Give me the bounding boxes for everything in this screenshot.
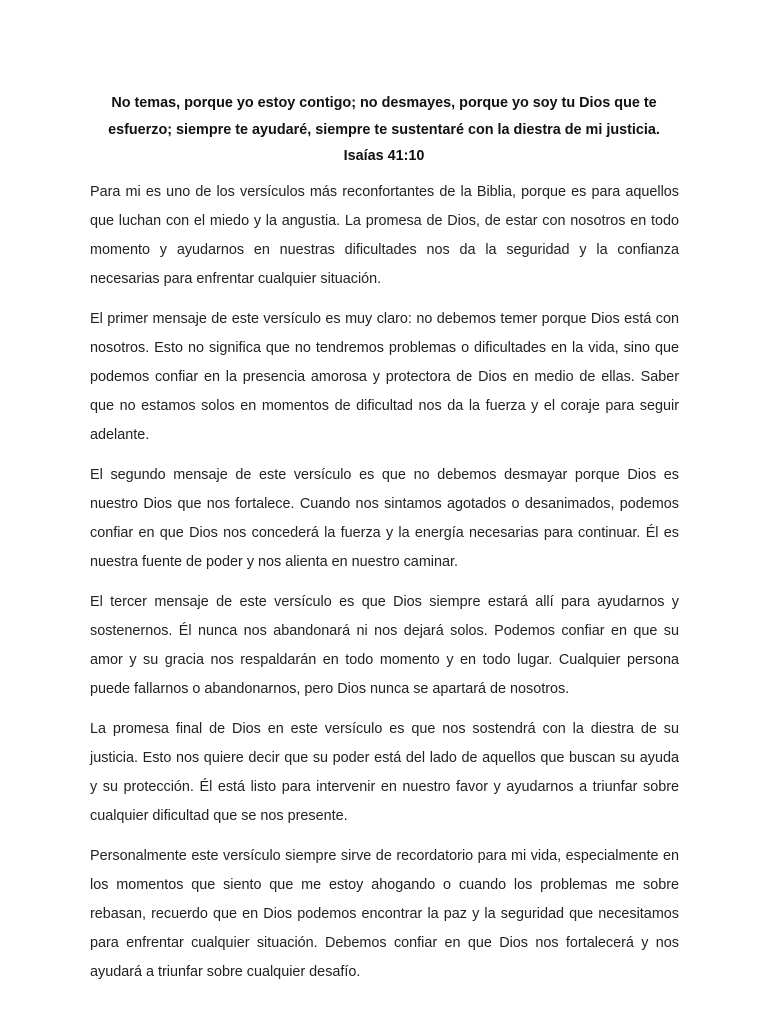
paragraph-5: La promesa final de Dios en este versículo es que nos sostendrá con la diestra de su justicia. Esto nos quiere decir que su poder está del lado de aquellos que buscan su ayuda y su protección. Él está listo para intervenir en nuestro favor y ayudarnos a triunfar sobre cualquier dificultad que se nos presente. xyxy=(90,721,679,824)
paragraph-6: Personalmente este versículo siempre sirve de recordatorio para mi vida, especialmente en los momentos que siento que me estoy ahogando o cuando los problemas me sobre rebasan, recuerdo que en Dios podemos encontrar la paz y la seguridad que necesitamos para enfrentar cualquier situación. Debemos confiar en que Dios nos fortalecerá y nos ayudará a triunfar sobre cualquier desafío. xyxy=(90,848,679,980)
verse-text: No temas, porque yo estoy contigo; no desmayes, porque yo soy tu Dios que te esfuerzo; siempre te ayudaré, siempre te sustentaré con la diestra de mi justicia. xyxy=(108,95,660,138)
paragraph-4: El tercer mensaje de este versículo es que Dios siempre estará allí para ayudarnos y sostenernos. Él nunca nos abandonará ni nos dejará solos. Podemos confiar en que su amor y su gracia nos respaldarán en todo momento y en todo lugar. Cualquier persona puede fallarnos o abandonarnos, pero Dios nunca se apartará de nosotros. xyxy=(90,594,679,697)
verse-heading xyxy=(90,90,678,170)
paragraph-2: El primer mensaje de este versículo es muy claro: no debemos temer porque Dios está con nosotros. Esto no significa que no tendremos problemas o dificultades en la vida, sino que podemos confiar en la presencia amorosa y protectora de Dios en medio de ellas. Saber que no estamos solos en momentos de dificultad nos da la fuerza y el coraje para seguir adelante. xyxy=(90,311,679,443)
body-text xyxy=(90,178,679,998)
verse-reference: Isaías 41:10 xyxy=(343,148,425,164)
paragraph-3: El segundo mensaje de este versículo es que no debemos desmayar porque Dios es nuestro Dios que nos fortalece. Cuando nos sintamos agotados o desanimados, podemos confiar en que Dios nos concederá la fuerza y la energía necesarias para continuar. Él es nuestra fuente de poder y nos alienta en nuestro caminar. xyxy=(90,467,679,570)
paragraph-1: Para mi es uno de los versículos más reconfortantes de la Biblia, porque es para aquellos que luchan con el miedo y la angustia. La promesa de Dios, de estar con nosotros en todo momento y ayudarnos en nuestras dificultades nos da la seguridad y la confianza necesarias para enfrentar cualquier situación. xyxy=(90,184,679,287)
